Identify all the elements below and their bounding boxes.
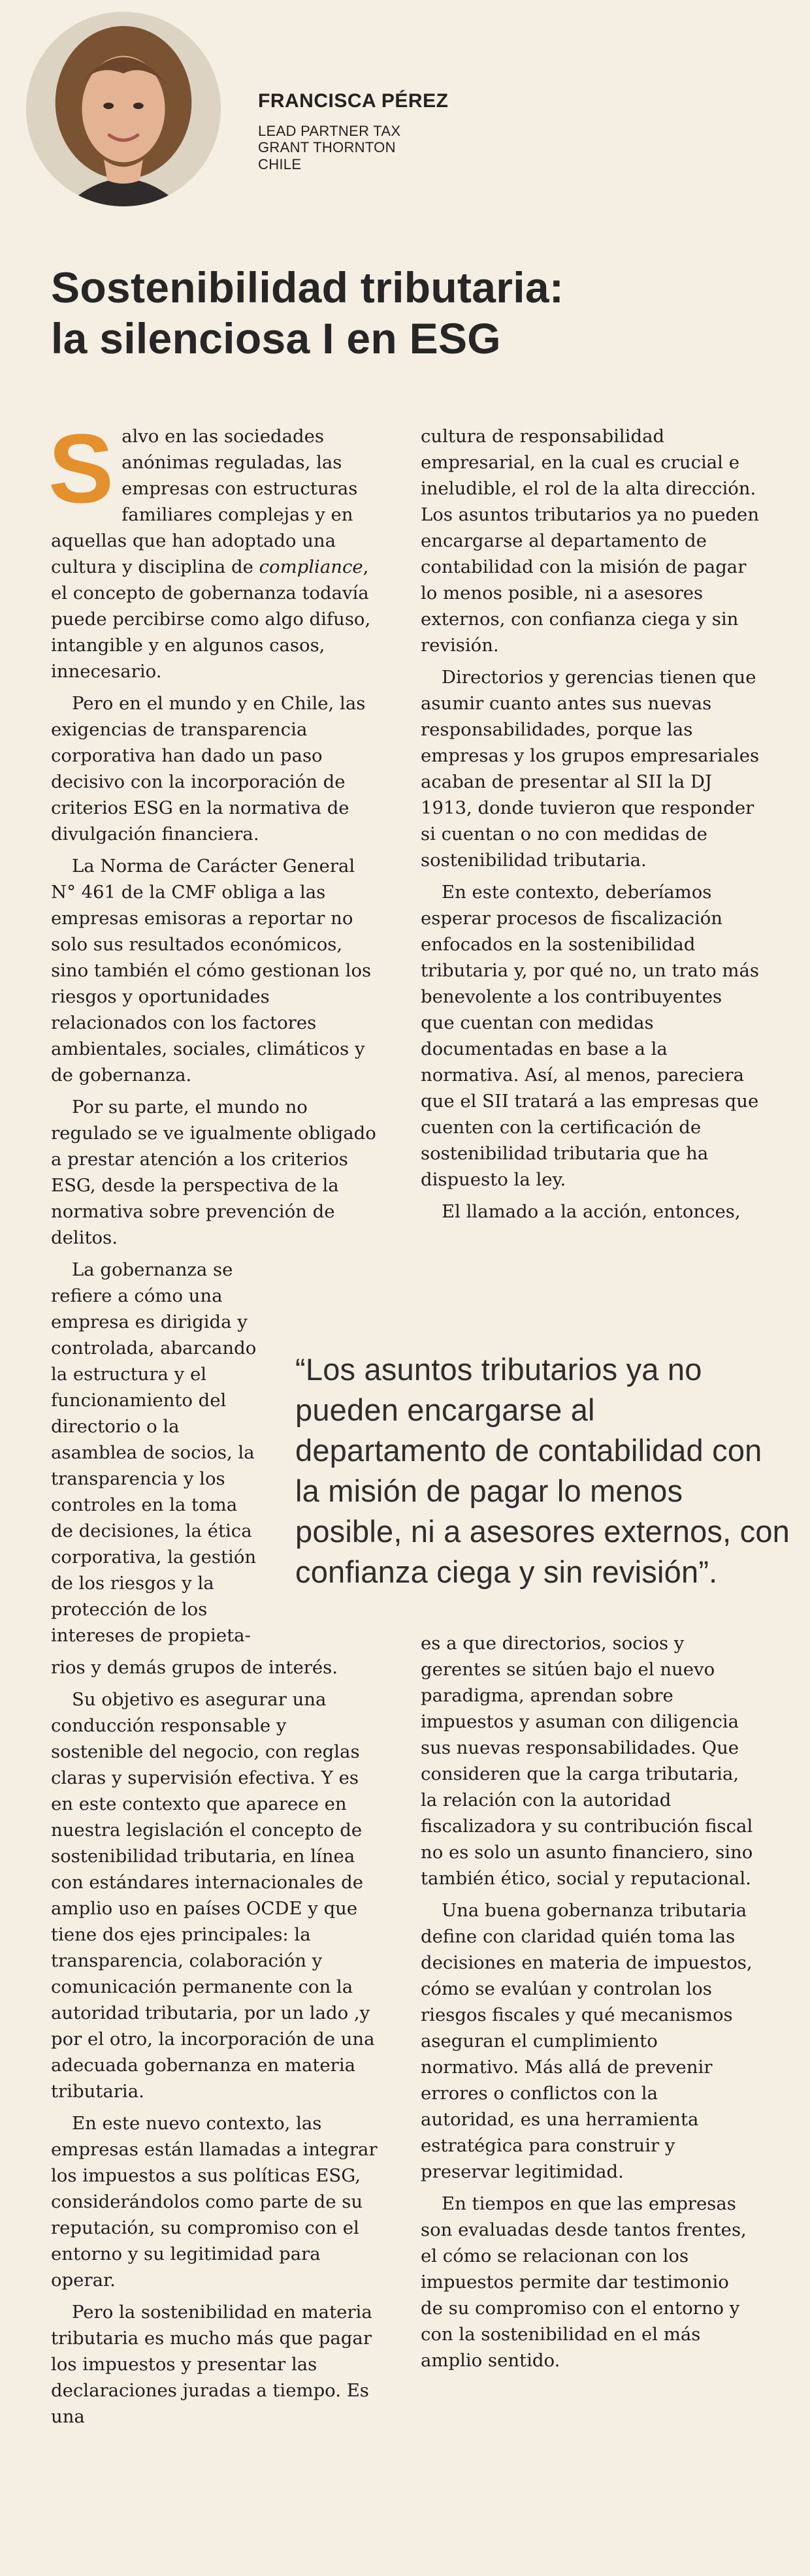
author-country-line: CHILE bbox=[258, 155, 302, 172]
article-paragraph: En tiempos en que las empresas son evaluadas desde tantos frentes, el cómo se relacionan con los impuestos permite dar testimonio de su compromiso con el entorno y con la sostenibilidad en el más amplio sentido. bbox=[421, 2193, 747, 2371]
paragraph-text: alvo en las sociedades anónimas reguladas, las empresas con estructuras familiares complejas y en aquellas que han adoptado una cultura y disciplina de bbox=[51, 426, 358, 577]
article-column-right-top bbox=[421, 423, 760, 1231]
author-info bbox=[258, 90, 448, 172]
article-paragraph: Directorios y gerencias tienen que asumir cuanto antes sus nuevas responsabilidades, porque las empresas y los grupos empresariales acaban de presentar al SII la DJ 1913, donde tuvieron que responder si cuentan o no con medidas de sostenibilidad tributaria. bbox=[421, 667, 760, 871]
headline-line-1: Sostenibilidad tributaria: bbox=[51, 263, 564, 312]
article-paragraph-continued: cultura de responsabilidad empresarial, en la cual es crucial e ineludible, el rol de la alta dirección. Los asuntos tributarios ya no pueden encargarse al departamento de contabilidad con la misión de pagar lo menos posible, ni a asesores externos, con confianza ciega y sin revisión. bbox=[421, 426, 760, 656]
drop-cap: S bbox=[48, 413, 114, 523]
emphasis-text: compliance bbox=[259, 556, 363, 577]
article-paragraph: Su objetivo es asegurar una conducción responsable y sostenible del negocio, con reglas claras y supervisión efectiva. Y es en este contexto que aparece en nuestra legislación el concepto de sostenibilidad tributaria, en línea con estándares internacionales de amplio uso en países OCDE y que tiene dos ejes principales: la transparencia, colaboración y comunicación permanente con la autoridad tributaria, por un lado ,y por el otro, la incorporación de una adecuada gobernanza en materia tributaria. bbox=[51, 1689, 375, 2102]
article-paragraph: La Norma de Carácter General N° 461 de la CMF obliga a las empresas emisoras a reportar no solo sus resultados económicos, sino también el cómo gestionan los riesgos y oportunidades relacionados con los factores ambientales, sociales, climáticos y de gobernanza. bbox=[51, 856, 372, 1086]
author-role-line: LEAD PARTNER TAX bbox=[258, 123, 401, 139]
article-paragraph-continued: es a que directorios, socios y gerentes se sitúen bajo el nuevo paradigma, aprendan sobre impuestos y asuman con diligencia sus nuevas responsabilidades. Que consideren que la carga tributaria, la relación con la autoridad fiscalizadora y su contribución fiscal no es solo un asunto financiero, sino también ético, social y reputacional. bbox=[421, 1633, 753, 1889]
article-paragraph: Por su parte, el mundo no regulado se ve igualmente obligado a prestar atención a los criterios ESG, desde la perspectiva de la normativa sobre prevención de delitos. bbox=[51, 1097, 376, 1248]
article-paragraph: El llamado a la acción, entonces, bbox=[442, 1201, 741, 1222]
author-name: FRANCISCA PÉREZ bbox=[258, 90, 449, 112]
article-column-right-bottom bbox=[421, 1630, 754, 2379]
pull-quote: “Los asuntos tributarios ya no pueden encargarse al departamento de contabilidad con la misión de pagar lo menos posible, ni a asesores externos, con confianza ciega y sin revisión”. bbox=[295, 1352, 790, 1589]
paragraph-text: , el concepto de gobernanza todavía puede percibirse como algo difuso, intangible y en algunos casos, innecesario. bbox=[51, 556, 371, 682]
author-photo bbox=[26, 12, 221, 206]
article-paragraph bbox=[48, 413, 384, 684]
article-paragraph: Una buena gobernanza tributaria define con claridad quién toma las decisiones en materia de impuestos, cómo se evalúan y controlan los riesgos fiscales y qué mecanismos aseguran el cumplimiento normativo. Más allá de prevenir errores o conflictos con la autoridad, es una herramienta estratégica para construir y preservar legitimidad. bbox=[421, 1900, 753, 2182]
author-company-line: GRANT THORNTON bbox=[258, 139, 396, 156]
headline-line-2: la silenciosa I en ESG bbox=[51, 314, 501, 362]
portrait-photo-icon bbox=[26, 12, 221, 206]
article-paragraph-narrow: La gobernanza se refiere a cómo una empresa es dirigida y controlada, abarcando la estructura y el funcionamiento del directorio o la asamblea de socios, la transparencia y los controles en la toma de decisiones, la ética corporativa, la gestión de los riesgos y la protección de los intereses de propieta- bbox=[51, 1259, 257, 1646]
article-paragraph: En este nuevo contexto, las empresas están llamadas a integrar los impuestos a sus políticas ESG, considerándolos como parte de su reputación, su compromiso con el entorno y su legitimidad para operar. bbox=[51, 2113, 378, 2291]
article-paragraph: En este contexto, deberíamos esperar procesos de fiscalización enfocados en la sostenibilidad tributaria y, por qué no, un trato más benevolente a los contribuyentes que cuentan con medidas documentadas en base a la normativa. Así, al menos, pareciera que el SII tratará a las empresas que cuenten con la certificación de sostenibilidad tributaria que ha dispuesto la ley. bbox=[421, 882, 760, 1190]
author-block bbox=[26, 12, 784, 208]
article-paragraph-continued: rios y demás grupos de interés. bbox=[51, 1657, 338, 1678]
article-paragraph: Pero en el mundo y en Chile, las exigencias de transparencia corporativa han dado un paso decisivo con la incorporación de criterios ESG en la normativa de divulgación financiera. bbox=[51, 693, 366, 845]
article-headline bbox=[51, 263, 770, 364]
article-paragraph: Pero la sostenibilidad en materia tributaria es mucho más que pagar los impuestos y presentar las declaraciones juradas a tiempo. Es una bbox=[51, 2302, 372, 2427]
